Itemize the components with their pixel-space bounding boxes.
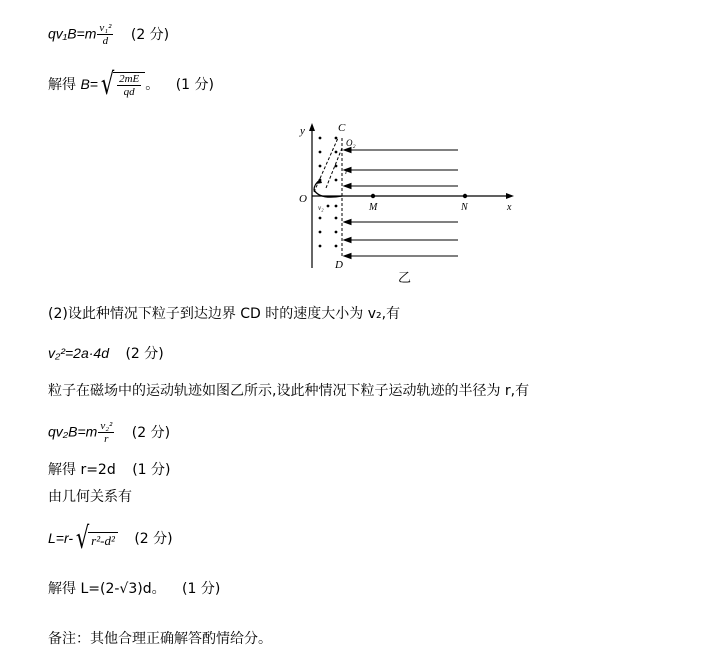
point-m [371,194,375,198]
eq7-text: 解得 L=(2-√3)d。 [48,581,166,597]
equation-3 [48,346,164,361]
label-v2: v₂ [318,204,324,212]
label-r: r [345,166,349,176]
eq1-numerator: v₁² [99,22,112,34]
figure-caption: 乙 [398,271,412,286]
point-n [463,194,467,198]
paragraph-3: 粒子在磁场中的运动轨迹如图乙所示,设此种情况下粒子运动轨迹的半径为 r,有 [48,383,530,399]
equation-7 [48,582,220,596]
eq4-numerator: v₂² [100,420,113,432]
eq2-denominator: qd [123,86,135,98]
label-o: O [299,193,307,205]
eq1-fraction [97,22,113,47]
equation-5 [48,463,170,477]
magnetic-field-dots [319,137,338,248]
y-axis-arrow-icon [309,123,315,131]
eq7-score: (1 分) [182,581,221,597]
label-o2: O₂ [346,138,356,148]
label-y: y [300,125,305,137]
equation-1 [48,22,169,47]
eq2-fraction [117,73,141,98]
eq2-lhs: B= [80,76,98,92]
eq6-lhs: L=r- [48,530,74,546]
equation-6 [48,521,173,556]
eq4-lhs: qv₂B=m [48,423,98,440]
eq3-expr: v₂²=2a·4d [48,345,109,361]
paragraph-4: 由几何关系有 [48,489,132,505]
label-m: M [369,202,378,213]
label-c: C [338,122,346,134]
eq4-score: (2 分) [131,424,171,441]
eq6-score: (2 分) [134,531,173,547]
eq4-fraction [98,420,114,445]
eq3-score: (2 分) [125,346,164,362]
equation-4 [48,420,170,445]
eq1-score: (2 分) [130,26,170,43]
label-x: x [507,202,512,213]
dashed-chord [314,138,338,192]
note: 备注：其他合理正确解答酌情给分。 [48,631,272,647]
equation-2 [48,67,214,102]
eq2-score: (1 分) [175,77,214,93]
radius-line [326,148,342,188]
eq1-lhs: qv₁B=m [48,25,97,42]
eq1-denominator: d [102,35,109,47]
label-d: D [335,259,343,271]
figure-trajectory-diagram [290,118,520,288]
eq2-prefix: 解得 [48,77,81,93]
label-n: N [461,202,468,213]
electric-field-lines [344,148,458,259]
eq2-suffix: 。 [145,77,160,93]
eq5-text: 解得 r=2d [48,462,116,478]
eq5-score: (1 分) [132,462,171,478]
eq6-sqrt: √ r²-d² [73,524,118,554]
eq2-numerator: 2mE [119,73,140,85]
eq4-denominator: r [104,433,109,445]
x-axis-arrow-icon [506,193,514,199]
eq2-sqrt: √ $\frac{2mE}{qd}$ [98,70,145,100]
eq6-radicand: r²-d² [88,532,118,547]
paragraph-2: (2)设此种情况下粒子到达边界 CD 时的速度大小为 v₂,有 [48,306,401,322]
trajectory-arrow-icon [316,178,322,184]
